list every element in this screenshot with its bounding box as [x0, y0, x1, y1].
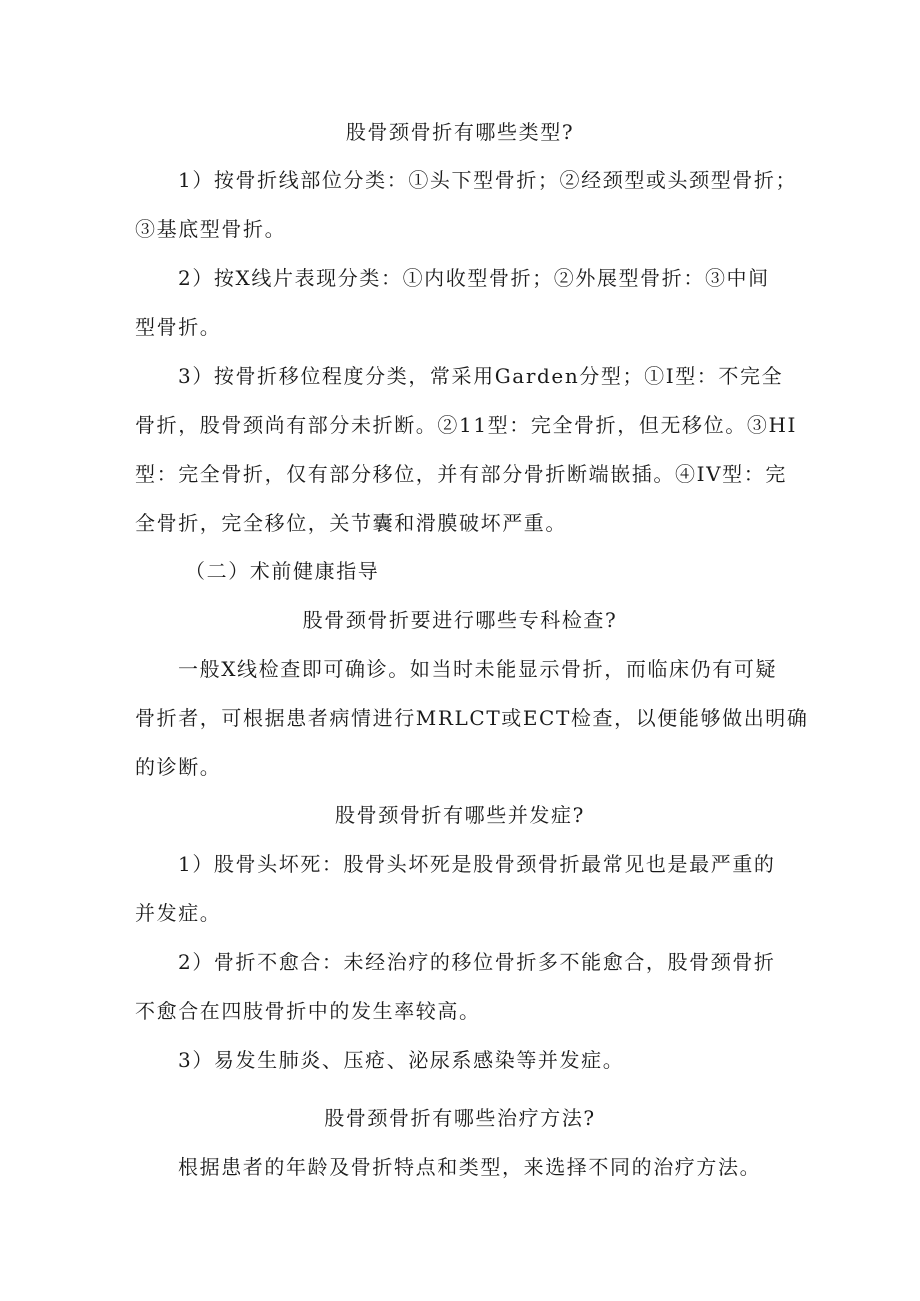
heading-special-exams: 股骨颈骨折要进行哪些专科检查?: [302, 608, 618, 632]
paragraph-types-2-line-2: 型骨折。: [135, 315, 222, 339]
heading-complications: 股骨颈骨折有哪些并发症?: [335, 803, 585, 827]
paragraph-types-2-line-1: 2）按X线片表现分类：①内收型骨折；②外展型骨折：③中间: [178, 266, 770, 290]
paragraph-types-1-line-1: 1）按骨折线部位分类：①头下型骨折；②经颈型或头颈型骨折；: [178, 168, 798, 192]
heading-fracture-types: 股骨颈骨折有哪些类型?: [345, 120, 575, 144]
paragraph-types-3-line-4: 全骨折，完全移位，关节囊和滑膜破坏严重。: [135, 511, 567, 535]
paragraph-exams-line-1: 一般X线检查即可确诊。如当时未能显示骨折，而临床仍有可疑: [178, 657, 778, 681]
paragraph-exams-line-3: 的诊断。: [135, 755, 222, 779]
paragraph-complications-2-line-2: 不愈合在四肢骨折中的发生率较高。: [135, 999, 481, 1023]
paragraph-complications-1-line-1: 1）股骨头坏死：股骨头坏死是股骨颈骨折最常见也是最严重的: [178, 852, 776, 876]
heading-treatment-methods: 股骨颈骨折有哪些治疗方法?: [324, 1106, 596, 1130]
paragraph-treatment-line-1: 根据患者的年龄及骨折特点和类型，来选择不同的治疗方法。: [178, 1155, 762, 1179]
paragraph-types-3-line-1: 3）按骨折移位程度分类，常采用Garden分型；①I型：不完全: [178, 364, 784, 388]
paragraph-exams-line-2: 骨折者，可根据患者病情进行MRLCT或ECT检查，以便能够做出明确: [135, 706, 809, 730]
paragraph-complications-1-line-2: 并发症。: [135, 901, 222, 925]
paragraph-complications-2-line-1: 2）骨折不愈合：未经治疗的移位骨折多不能愈合，股骨颈骨折: [178, 950, 776, 974]
paragraph-types-1-line-2: ③基底型骨折。: [135, 217, 287, 241]
paragraph-types-3-line-3: 型：完全骨折，仅有部分移位，并有部分骨折断端嵌插。④IV型：完: [135, 462, 787, 486]
section-preoperative-guidance: （二）术前健康指导: [185, 559, 380, 583]
paragraph-types-3-line-2: 骨折，股骨颈尚有部分未折断。②11型：完全骨折，但无移位。③HI: [135, 413, 797, 437]
paragraph-complications-3-line-1: 3）易发生肺炎、压疮、泌尿系感染等并发症。: [178, 1048, 625, 1072]
